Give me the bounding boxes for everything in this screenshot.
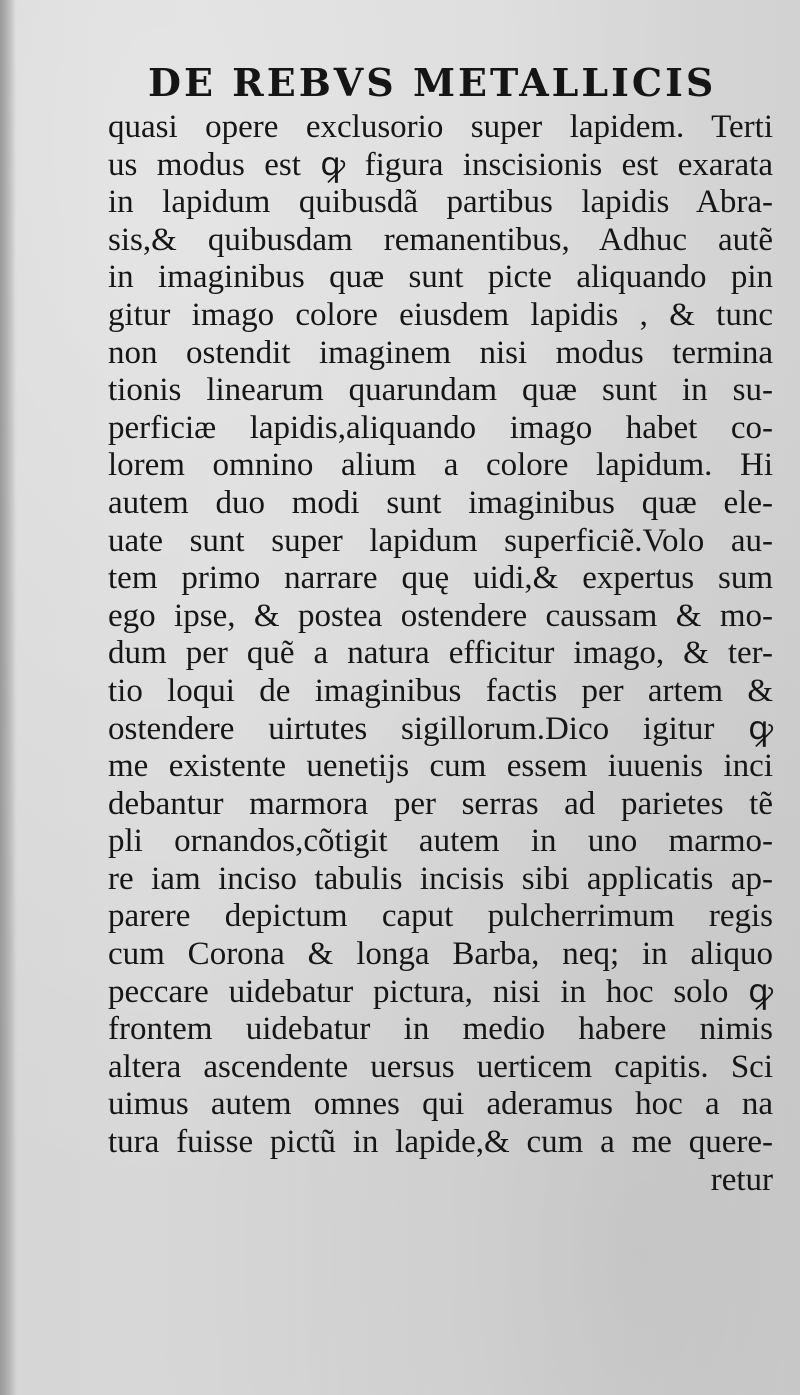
- text-line: non ostendit imaginem nisi modus termina: [108, 334, 773, 371]
- text-line: in imaginibus quæ sunt picte aliquando pin: [108, 259, 773, 296]
- text-line: lorem omnino alium a colore lapidum. Hi: [108, 447, 773, 484]
- text-line: us modus est ꝙ figura inscisionis est exarata: [108, 146, 773, 183]
- text-line: perficiæ lapidis,aliquando imago habet co-: [108, 409, 773, 446]
- text-line: tio loqui de imaginibus factis per artem &: [108, 672, 773, 709]
- text-line: parere depictum caput pulcherrimum regis: [108, 898, 773, 935]
- text-line: uate sunt super lapidum superficiẽ.Volo au-: [108, 522, 773, 559]
- text-line: re iam inciso tabulis incisis sibi applicatis ap-: [108, 860, 773, 897]
- text-line: pli ornandos,cõtigit autem in uno marmo-: [108, 823, 773, 860]
- text-line: debantur marmora per serras ad parietes tẽ: [108, 785, 773, 822]
- text-line: autem duo modi sunt imaginibus quæ ele-: [108, 484, 773, 521]
- text-line: sis,& quibusdam remanentibus, Adhuc autẽ: [108, 221, 773, 258]
- text-line: tura fuisse pictũ in lapide,& cum a me quere-: [108, 1124, 773, 1161]
- text-line: peccare uidebatur pictura, nisi in hoc solo ꝙ: [108, 973, 773, 1010]
- text-line: tionis linearum quarundam quæ sunt in su-: [108, 372, 773, 409]
- text-line: in lapidum quibusdã partibus lapidis Abra-: [108, 184, 773, 221]
- catchword: retur: [710, 1161, 773, 1198]
- text-line: altera ascendente uersus uerticem capitis. Sci: [108, 1048, 773, 1085]
- text-line: quasi opere exclusorio super lapidem. Terti: [108, 109, 773, 145]
- text-line: ostendere uirtutes sigillorum.Dico igitur ꝙ: [108, 710, 773, 747]
- text-line: tem primo narrare quę uidi,& expertus sum: [108, 560, 773, 597]
- text-line: frontem uidebatur in medio habere nimis: [108, 1011, 773, 1048]
- page-gutter-shadow: [0, 0, 16, 1395]
- text-line: uimus autem omnes qui aderamus hoc a na: [108, 1086, 773, 1123]
- text-line: gitur imago colore eiusdem lapidis , & tunc: [108, 296, 773, 333]
- text-line: cum Corona & longa Barba, neq; in aliquo: [108, 936, 773, 973]
- text-line: ego ipse, & postea ostendere caussam & mo-: [108, 597, 773, 634]
- running-title: DE REBVS METALLICIS: [148, 60, 717, 105]
- body-text: [108, 109, 773, 1199]
- text-line: me existente uenetijs cum essem iuuenis inci: [108, 748, 773, 785]
- text-line: dum per quẽ a natura efficitur imago, & ter-: [108, 635, 773, 672]
